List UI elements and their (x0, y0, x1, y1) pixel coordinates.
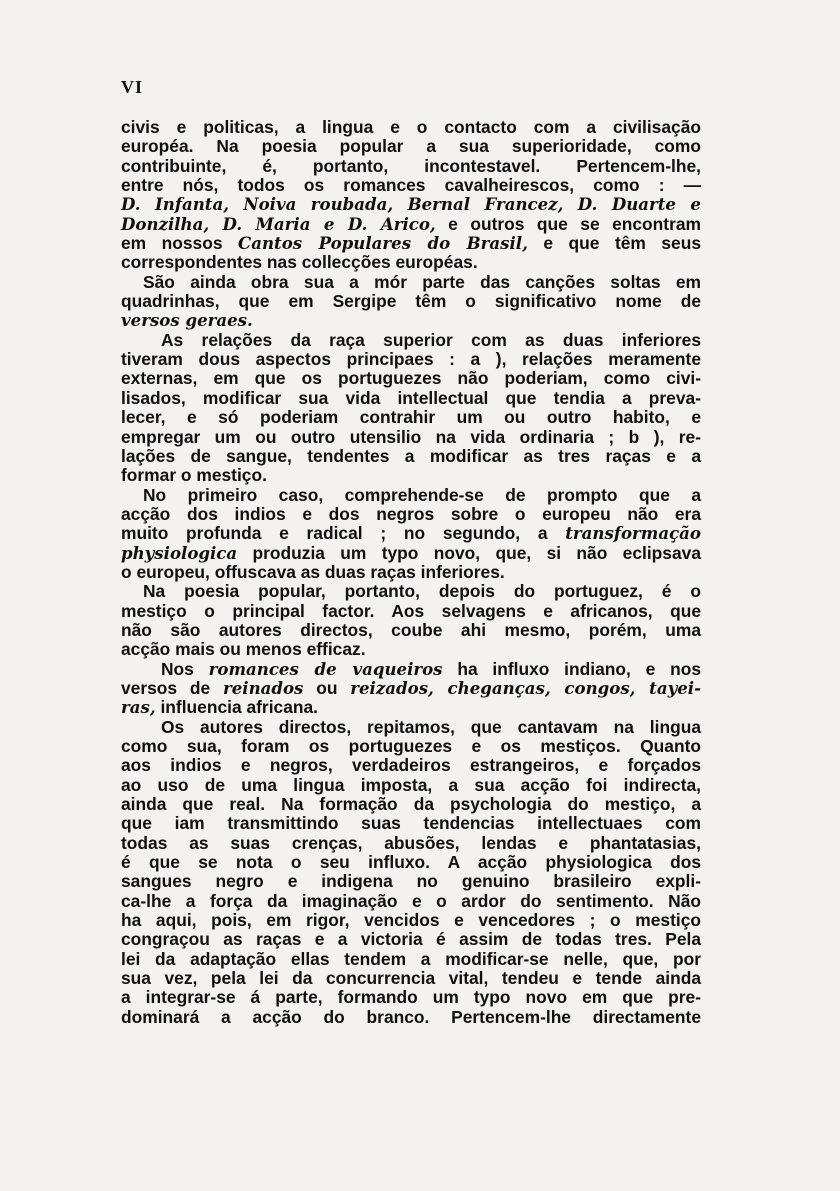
text-line (121, 524, 701, 543)
text-line (121, 563, 701, 582)
text-segment: ha aqui, pois, em rigor, vencidos e vencedores ; o mestiço (121, 910, 701, 931)
text-segment: sua vez, pela lei da concurrencia vital, tendeu e tende ainda (121, 968, 701, 989)
text-line (121, 389, 701, 408)
italic-text: transformação (565, 523, 701, 544)
text-line (121, 582, 701, 601)
text-segment: civis e politicas, a lingua e o contacto com a civilisação (121, 117, 701, 137)
text-segment: é que se nota o seu influxo. A acção physiologica dos (121, 852, 701, 873)
page-number: VI (121, 77, 144, 97)
text-line (121, 176, 701, 195)
text-line (121, 505, 701, 524)
text-segment: No primeiro caso, comprehende-se de prompto que a (143, 484, 701, 505)
text-segment: que iam transmittindo suas tendencias intellectuaes com (121, 813, 701, 834)
text-segment: sangues negro e indigena no genuino brasileiro expli- (121, 871, 701, 892)
text-line (121, 911, 701, 930)
text-line (121, 253, 701, 272)
text-line (121, 776, 701, 795)
text-segment: entre nós, todos os romances cavalheirescos, como : — (121, 175, 701, 196)
text-segment: versos de (121, 677, 223, 698)
text-line (121, 486, 701, 505)
text-segment: ao uso de uma lingua imposta, a sua acção foi indirecta, (121, 774, 701, 795)
body-text (121, 118, 701, 1027)
text-line (121, 969, 701, 988)
italic-text: ras, (121, 697, 156, 718)
text-line (121, 930, 701, 949)
text-line (121, 698, 701, 717)
text-line (121, 737, 701, 756)
text-segment: São ainda obra sua a mór parte das canções soltas em (143, 271, 701, 292)
text-line (121, 872, 701, 891)
text-segment: e que têm seus (527, 233, 702, 254)
text-line (121, 234, 701, 253)
text-segment: acção dos indios e dos negros sobre o europeu não era (121, 503, 701, 524)
text-segment: lecer, e só poderiam contrahir um ou outro habito, e (121, 407, 701, 428)
italic-text: Cantos Populares do Brasil, (238, 233, 528, 254)
italic-text: reizados, cheganças, congos, tayei- (350, 677, 701, 698)
text-line (121, 1008, 701, 1027)
text-line (121, 756, 701, 775)
text-line (121, 408, 701, 427)
text-line (121, 621, 701, 640)
text-line (121, 718, 701, 737)
text-line (121, 292, 701, 311)
text-line (121, 273, 701, 292)
text-segment: empregar um ou outro utensilio na vida ordinaria ; b ), re- (121, 426, 701, 447)
text-line (121, 660, 701, 679)
text-line (121, 814, 701, 833)
text-segment: acção mais ou menos efficaz. (121, 639, 366, 660)
text-segment: lisados, modificar sua vida intellectual que tendia a preva- (121, 387, 701, 408)
text-segment: influencia africana. (155, 697, 318, 718)
text-line (121, 428, 701, 447)
italic-text: physiologica (121, 542, 238, 563)
text-segment: mestiço o principal factor. Aos selvagens e africanos, que (121, 600, 701, 621)
text-segment: ou (303, 677, 351, 698)
text-segment: lei da adaptação ellas tendem a modificar-se nelle, que, por (121, 948, 701, 969)
text-line (121, 795, 701, 814)
text-line (121, 834, 701, 853)
text-segment: congraçou as raças e a victoria é assim de todas tres. Pela (121, 929, 701, 950)
text-segment: correspondentes nas collecções européas. (121, 252, 478, 273)
text-segment: Os autores directos, repitamos, que cantavam na lingua (161, 716, 701, 737)
text-line (121, 195, 701, 214)
text-segment: dominará a acção do branco. Pertencem-lhe directamente (121, 1006, 701, 1027)
text-segment: Na poesia popular, portanto, depois do portuguez, é o (143, 581, 701, 602)
text-line (121, 118, 701, 137)
italic-text: Donzilha, D. Maria e D. Arico, (121, 213, 436, 234)
text-line (121, 369, 701, 388)
text-line (121, 950, 701, 969)
text-segment: tiveram dous aspectos principaes : a ), relações meramente (121, 349, 701, 370)
text-line (121, 157, 701, 176)
text-segment: ca-lhe a força da imaginação e o ardor do sentimento. Não (121, 890, 701, 911)
italic-text: reinados (222, 677, 304, 698)
text-line (121, 640, 701, 659)
text-segment: como sua, foram os portuguezes e os mestiços. Quanto (121, 736, 701, 756)
text-segment: externas, em que os portuguezes não poderiam, como civi- (121, 368, 701, 389)
text-line (121, 215, 701, 234)
text-line (121, 137, 701, 156)
text-line (121, 679, 701, 698)
text-line (121, 447, 701, 466)
text-segment: quadrinhas, que em Sergipe têm o significativo nome de (121, 291, 701, 312)
text-line (121, 331, 701, 350)
text-segment: As relações da raça superior com as duas inferiores (161, 329, 701, 350)
text-segment: em nossos (121, 233, 239, 254)
text-segment: aos indios e negros, verdadeiros estrangeiros, e forçados (121, 755, 701, 776)
text-segment: européa. Na poesia popular a sua superioridade, como (121, 136, 701, 157)
text-segment: Nos (161, 658, 209, 679)
italic-text: D. Infanta, Noiva roubada, Bernal Francez, D. Duarte e (121, 194, 701, 215)
text-line (121, 988, 701, 1007)
text-line (121, 892, 701, 911)
text-segment: e outros que se encontram (435, 213, 701, 234)
text-segment: ainda que real. Na formação da psychologia do mestiço, a (121, 794, 701, 815)
text-segment: formar o mestiço. (121, 465, 267, 486)
text-line (121, 602, 701, 621)
text-segment: lações de sangue, tendentes a modificar as tres raças e a (121, 445, 701, 466)
text-line (121, 350, 701, 369)
text-segment: ha influxo indiano, e nos (442, 658, 701, 679)
text-segment: contribuinte, é, portanto, incontestavel. Pertencem-lhe, (121, 155, 701, 176)
text-segment: produzia um typo novo, que, si não eclipsava (237, 542, 701, 563)
text-segment: a integrar-se á parte, formando um typo novo em que pre- (121, 987, 701, 1008)
italic-text: romances de vaqueiros (208, 658, 443, 679)
text-line (121, 853, 701, 872)
italic-text: versos geraes. (121, 310, 253, 331)
text-line (121, 466, 701, 485)
text-segment: não são autores directos, coube ahi mesmo, porém, uma (121, 619, 701, 640)
text-segment: muito profunda e radical ; no segundo, a (121, 523, 566, 544)
text-segment: o europeu, offuscava as duas raças inferiores. (121, 561, 505, 582)
text-line (121, 544, 701, 563)
text-segment: todas as suas crenças, abusões, lendas e phantatasias, (121, 832, 701, 853)
text-line (121, 311, 701, 330)
